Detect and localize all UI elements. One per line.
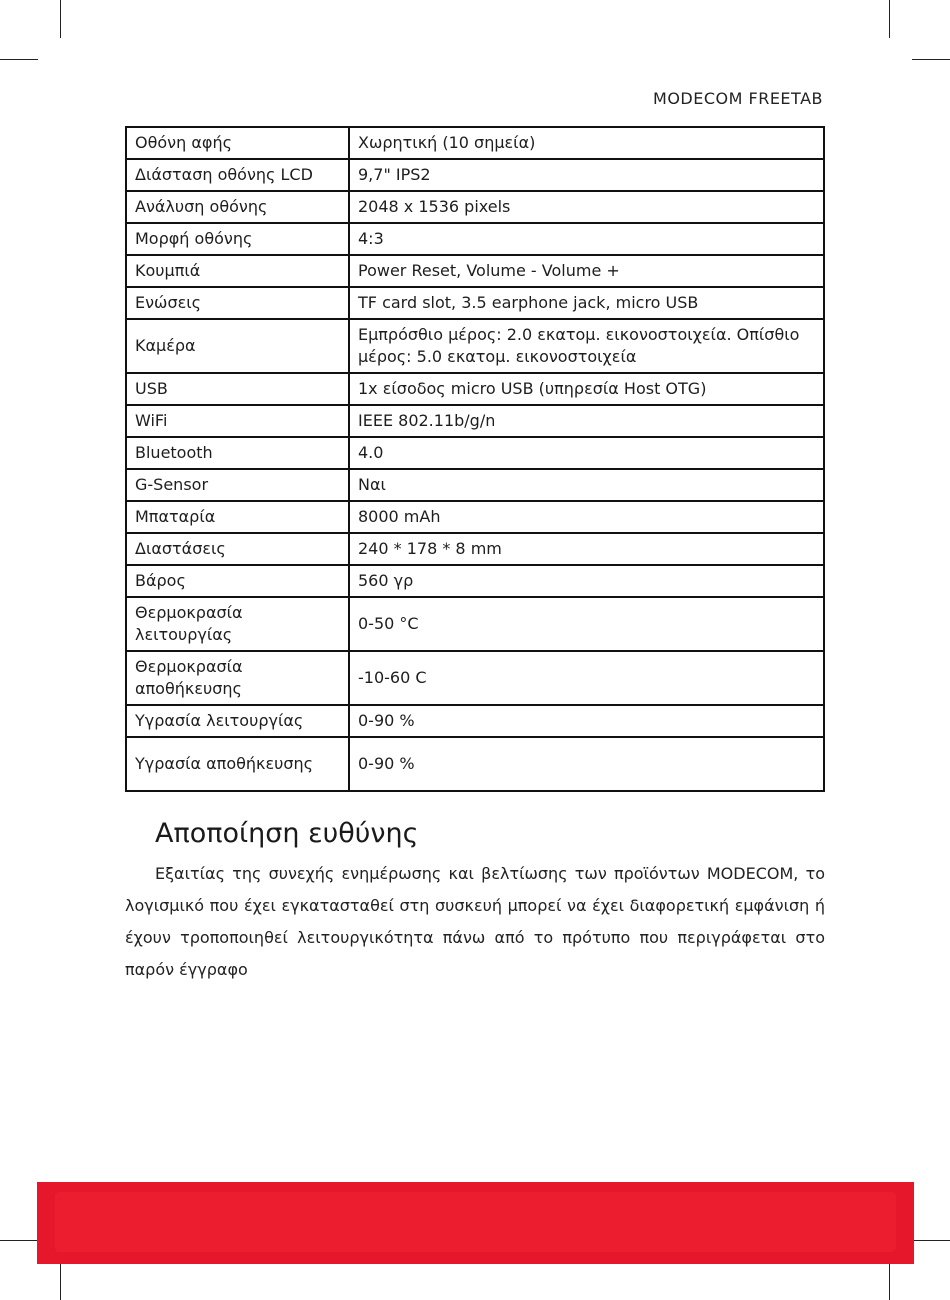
spec-value: IEEE 802.11b/g/n <box>349 405 824 437</box>
spec-key: Διάσταση οθόνης LCD <box>126 159 349 191</box>
spec-key: USB <box>126 373 349 405</box>
spec-value: Ναι <box>349 469 824 501</box>
spec-value: 4.0 <box>349 437 824 469</box>
spec-key: Bluetooth <box>126 437 349 469</box>
table-row <box>126 469 824 501</box>
spec-key: Υγρασία αποθήκευσης <box>126 737 349 791</box>
spec-key: Ανάλυση οθόνης <box>126 191 349 223</box>
table-row <box>126 737 824 791</box>
specifications-table <box>125 126 825 792</box>
table-row <box>126 565 824 597</box>
crop-mark <box>0 1240 38 1241</box>
spec-value: Power Reset, Volume - Volume + <box>349 255 824 287</box>
spec-key: Θερμοκρασία αποθήκευσης <box>126 651 349 705</box>
crop-mark <box>912 1240 950 1241</box>
spec-key: Μορφή οθόνης <box>126 223 349 255</box>
spec-value: -10-60 C <box>349 651 824 705</box>
spec-value: Εμπρόσθιο μέρος: 2.0 εκατομ. εικονοστοιχεία. Οπίσθιο μέρος: 5.0 εκατομ. εικονοστοιχεία <box>349 319 824 373</box>
table-row <box>126 651 824 705</box>
table-row <box>126 437 824 469</box>
spec-value: 8000 mAh <box>349 501 824 533</box>
spec-value: 1x είσοδος micro USB (υπηρεσία Host OTG) <box>349 373 824 405</box>
table-row <box>126 501 824 533</box>
disclaimer-heading: Αποποίηση ευθύνης <box>155 818 419 849</box>
spec-value: 2048 x 1536 pixels <box>349 191 824 223</box>
spec-value: TF card slot, 3.5 earphone jack, micro USB <box>349 287 824 319</box>
spec-value: 0-90 % <box>349 705 824 737</box>
table-row <box>126 159 824 191</box>
table-row <box>126 405 824 437</box>
disclaimer-text: Εξαιτίας της συνεχής ενημέρωσης και βελτίωσης των προϊόντων MODECOM, το λογισμικό που έχει εγκατασταθεί στη συσκευή μπορεί να έχει διαφορετική εμφάνιση ή έχουν τροποποιηθεί λειτουργικότητα πάνω από το πρότυπο που περιγράφεται στο παρόν έγγραφο <box>125 864 825 979</box>
table-row <box>126 127 824 159</box>
crop-mark <box>60 0 61 38</box>
crop-mark <box>0 59 38 60</box>
spec-key: Καμέρα <box>126 319 349 373</box>
spec-value: 9,7" IPS2 <box>349 159 824 191</box>
spec-key: Υγρασία λειτουργίας <box>126 705 349 737</box>
crop-mark <box>889 0 890 38</box>
crop-mark <box>60 1262 61 1300</box>
spec-value: 560 γρ <box>349 565 824 597</box>
table-row <box>126 287 824 319</box>
spec-key: Ενώσεις <box>126 287 349 319</box>
spec-key: WiFi <box>126 405 349 437</box>
spec-value: 0-90 % <box>349 737 824 791</box>
spec-key: Διαστάσεις <box>126 533 349 565</box>
crop-mark <box>912 59 950 60</box>
table-row <box>126 191 824 223</box>
spec-key: Μπαταρία <box>126 501 349 533</box>
spec-key: Κουμπιά <box>126 255 349 287</box>
spec-value: 0-50 °C <box>349 597 824 651</box>
table-row <box>126 705 824 737</box>
spec-key: Οθόνη αφής <box>126 127 349 159</box>
spec-value: 240 * 178 * 8 mm <box>349 533 824 565</box>
running-header: MODECOM FREETAB <box>653 89 823 108</box>
table-row <box>126 533 824 565</box>
table-row <box>126 373 824 405</box>
table-row <box>126 597 824 651</box>
table-row <box>126 255 824 287</box>
table-row <box>126 223 824 255</box>
spec-key: G-Sensor <box>126 469 349 501</box>
footer-band <box>55 1192 896 1252</box>
spec-key: Βάρος <box>126 565 349 597</box>
crop-mark <box>889 1262 890 1300</box>
spec-key: Θερμοκρασία λειτουργίας <box>126 597 349 651</box>
spec-value: Χωρητική (10 σημεία) <box>349 127 824 159</box>
table-row <box>126 319 824 373</box>
footer-bar <box>37 1182 914 1264</box>
spec-value: 4:3 <box>349 223 824 255</box>
